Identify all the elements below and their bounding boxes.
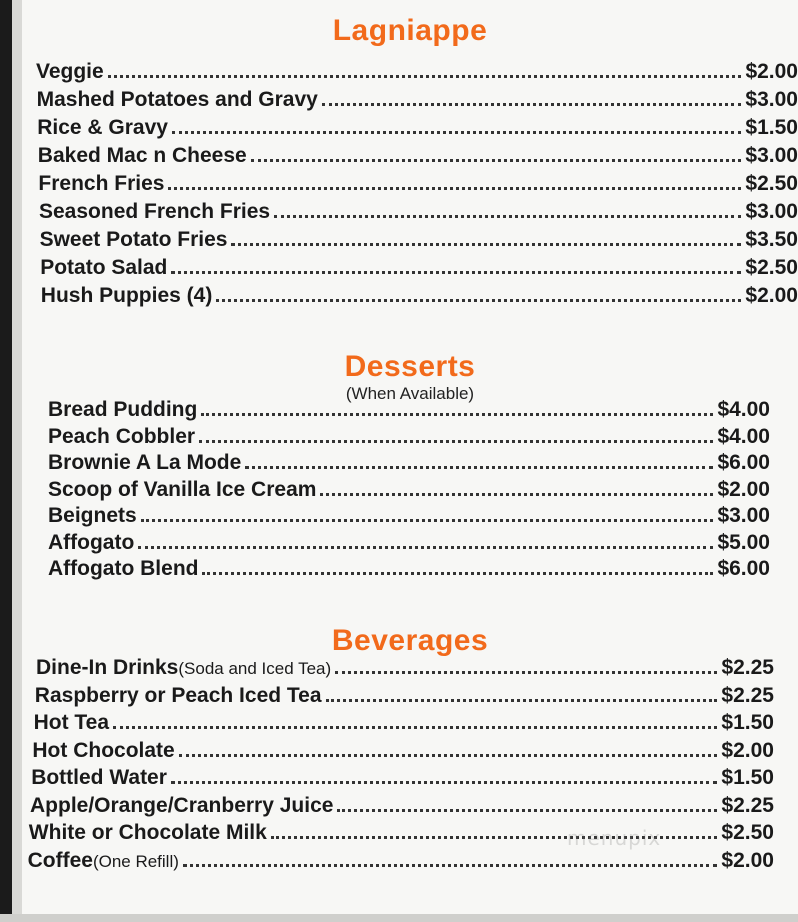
item-name: Baked Mac n Cheese [37, 144, 247, 167]
beverages-menu-item [30, 794, 774, 818]
dot-leader [245, 466, 713, 469]
dot-leader [168, 187, 741, 190]
desserts-title: Desserts [344, 350, 476, 383]
beverages-menu-item [32, 739, 774, 763]
item-name: Hot Chocolate [32, 738, 175, 762]
item-price: $3.50 [745, 228, 798, 251]
dot-leader [138, 546, 713, 549]
item-price: $1.50 [721, 766, 774, 789]
item-price: $2.50 [745, 172, 798, 195]
item-price: $2.00 [717, 477, 770, 501]
item-price: $2.25 [721, 656, 774, 679]
item-note: (One Refill) [92, 851, 179, 871]
dot-leader [172, 131, 741, 134]
beverages-menu-item [31, 766, 774, 790]
item-price: $5.00 [717, 530, 770, 554]
dot-leader [320, 493, 713, 496]
dot-leader [141, 519, 714, 522]
item-name: Potato Salad [40, 256, 168, 279]
item-name: Hot Tea [33, 711, 110, 734]
item-price: $2.00 [721, 848, 774, 872]
item-price: $1.50 [745, 116, 798, 139]
item-name: Bottled Water [31, 766, 167, 789]
beverages-menu-item [36, 656, 774, 680]
beverages-menu-item [28, 849, 774, 873]
item-name: Bread Pudding [48, 398, 198, 421]
desserts-subtitle: (When Available) [345, 384, 475, 403]
item-price: $2.00 [745, 60, 798, 83]
item-price: $4.00 [717, 424, 770, 448]
item-price: $4.00 [717, 398, 770, 421]
dot-leader [216, 299, 741, 302]
item-name: French Fries [38, 172, 165, 195]
dot-leader [326, 699, 718, 702]
lagniappe-menu-item [40, 228, 798, 252]
item-name: White or Chocolate Milk [28, 821, 267, 844]
dot-leader [335, 671, 717, 674]
item-name: Peach Cobbler [48, 424, 196, 448]
lagniappe-menu-item [40, 256, 798, 280]
lagniappe-title: Lagniappe [332, 14, 488, 47]
lagniappe-menu-item [37, 116, 798, 140]
item-price: $2.25 [721, 793, 774, 817]
desserts-menu-item [48, 557, 770, 581]
item-note: (Soda and Iced Tea) [178, 659, 332, 678]
dot-leader [171, 271, 741, 274]
dot-leader [202, 572, 713, 575]
item-name: Raspberry or Peach Iced Tea [34, 683, 322, 707]
desserts-menu-item [48, 425, 770, 449]
dot-leader [337, 809, 717, 812]
watermark: menupix [567, 826, 662, 850]
dot-leader [183, 864, 718, 867]
item-name: Mashed Potatoes and Gravy [36, 88, 318, 111]
item-price: $2.00 [721, 738, 774, 762]
item-price: $3.00 [745, 144, 798, 167]
lagniappe-menu-item [36, 60, 798, 84]
item-price: $6.00 [717, 557, 770, 580]
item-name: Affogato Blend [48, 557, 199, 580]
lagniappe-menu-item [41, 284, 798, 308]
dot-leader [201, 413, 713, 416]
dot-leader [113, 726, 717, 729]
dot-leader [108, 75, 742, 78]
item-name: Dine-In Drinks [36, 656, 179, 679]
item-price: $3.00 [745, 200, 798, 223]
desserts-menu-item [48, 504, 770, 528]
item-price: $3.00 [745, 88, 798, 111]
dot-leader [199, 440, 713, 443]
desserts-menu-item [48, 451, 770, 475]
item-price: $6.00 [717, 451, 770, 474]
item-name: Sweet Potato Fries [39, 228, 228, 251]
item-name: Apple/Orange/Cranberry Juice [30, 793, 334, 817]
item-name: Affogato [48, 530, 135, 554]
photo-left-edge [0, 0, 22, 922]
item-name: Rice & Gravy [37, 116, 168, 139]
photo-bottom-edge [0, 914, 798, 922]
dot-leader [179, 754, 718, 757]
desserts-menu-item [48, 531, 770, 555]
dot-leader [274, 215, 741, 218]
desserts-menu-item [48, 398, 770, 422]
beverages-menu-item [29, 821, 774, 845]
dot-leader [171, 781, 718, 784]
lagniappe-menu-item [38, 144, 798, 168]
item-price: $1.50 [721, 711, 774, 734]
lagniappe-menu-item [38, 172, 798, 196]
item-name: Beignets [48, 504, 137, 527]
dot-leader [322, 103, 742, 106]
beverages-menu-item [35, 684, 774, 708]
item-price: $2.00 [745, 284, 798, 307]
lagniappe-menu-item [39, 200, 798, 224]
item-price: $3.00 [717, 504, 770, 527]
item-price: $2.25 [721, 683, 774, 707]
item-name: Scoop of Vanilla Ice Cream [48, 477, 317, 501]
dot-leader [251, 159, 742, 162]
item-name: Coffee [27, 848, 93, 872]
item-name: Seasoned French Fries [39, 200, 271, 223]
item-name: Hush Puppies (4) [40, 284, 213, 307]
menu-page [22, 0, 798, 914]
dot-leader [231, 243, 741, 246]
item-name: Brownie A La Mode [48, 451, 242, 474]
item-name: Veggie [36, 60, 104, 83]
lagniappe-menu-item [37, 88, 798, 112]
item-price: $2.50 [721, 821, 774, 844]
desserts-menu-item [48, 478, 770, 502]
beverages-menu-item [34, 711, 774, 735]
item-price: $2.50 [745, 256, 798, 279]
beverages-title: Beverages [331, 624, 489, 657]
